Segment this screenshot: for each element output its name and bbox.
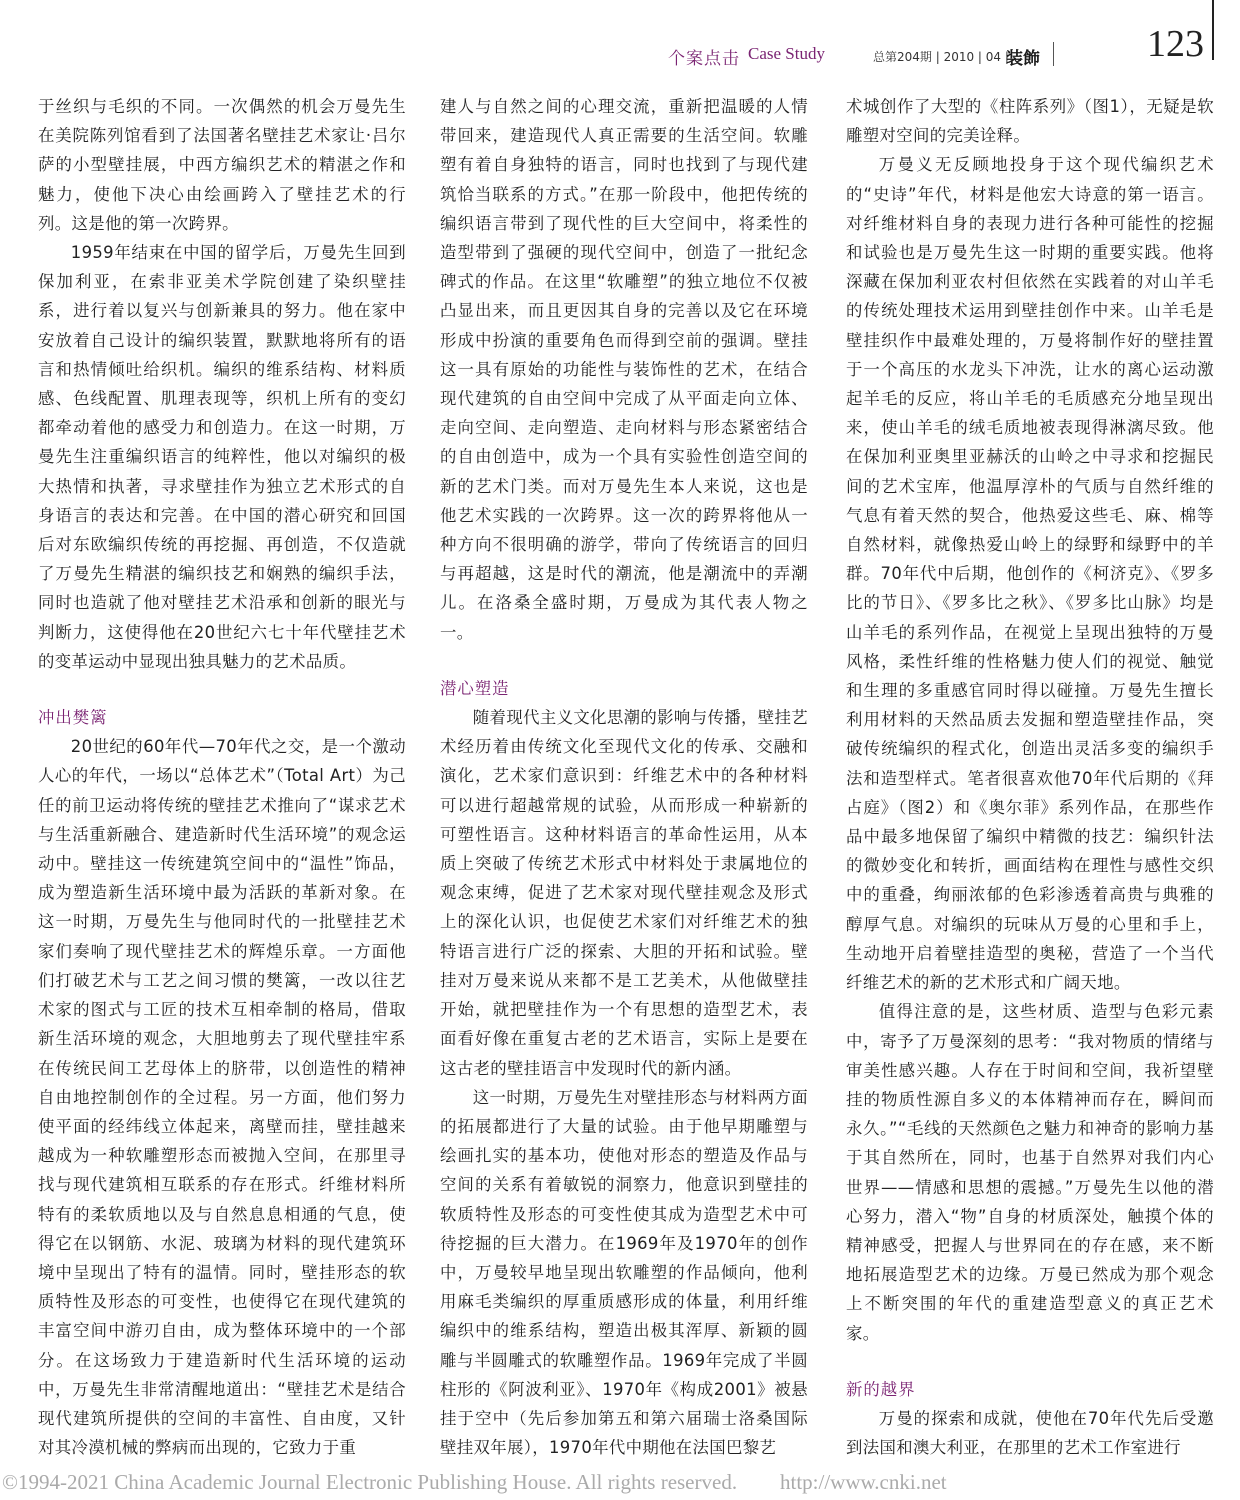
page-header bbox=[0, 0, 1240, 92]
paragraph: 万曼义无反顾地投身于这个现代编织艺术的“史诗”年代，材料是他宏大诗意的第一语言。对纤维材料自身的表现力进行各种可能性的挖掘和试验也是万曼先生这一时期的重要实践。他将深藏在保加利亚农村但依然在实践着的对山羊毛的传统处理技术运用到壁挂创作中来。山羊毛是壁挂织作中最难处理的，万曼将制作好的壁挂置于一个高压的水龙头下冲洗，让水的离心运动激起羊毛的反应，将山羊毛的毛质感充分地呈现出来，使山羊毛的绒毛质地被表现得淋漓尽致。他在保加利亚奥里亚赫沃的山岭之中寻求和挖掘民间的艺术宝库，他温厚淳朴的气质与自然纤维的气息有着天然的契合，他热爱这些毛、麻、棉等自然材料，就像热爱山岭上的绿野和绿野中的羊群。70年代中后期，他创作的《柯济克》、《罗多比的节日》、《罗多比之秋》、《罗多比山脉》均是山羊毛的系列作品，在视觉上呈现出独特的万曼风格，柔性纤维的性格魅力使人们的视觉、触觉和生理的多重感官同时得以碰撞。万曼先生擅长利用材料的天然品质去发掘和塑造壁挂作品，突破传统编织的程式化，创造出灵活多变的编织手法和造型样式。笔者很喜欢他70年代后期的《拜占庭》（图2）和《奥尔菲》系列作品，在那些作品中最多地保留了编织中精微的技艺：编织针法的微妙变化和转折，画面结构在理性与感性交织中的重叠，绚丽浓郁的色彩渗透着高贵与典雅的醇厚气息。对编织的玩味从万曼的心里和手上，生动地开启着壁挂造型的奥秘，营造了一个当代纤维艺术的新的艺术形式和广阔天地。 bbox=[846, 155, 1214, 993]
paragraph: 1959年结束在中国的留学后，万曼先生回到保加利亚，在索非亚美术学院创建了染织壁挂系，进行着以复兴与创新兼具的努力。他在家中安放着自己设计的编织装置，默默地将所有的语言和热情倾吐给织机。编织的维系结构、材料质感、色线配置、肌理表现等，织机上所有的变幻都牵动着他的感受力和创造力。在这一时期，万曼先生注重编织语言的纯粹性，他以对编织的极大热情和执著，寻求壁挂作为独立艺术形式的自身语言的表达和完善。在中国的潜心研究和回国后对东欧编织传统的再挖掘、再创造，不仅造就了万曼先生精湛的编织技艺和娴熟的编织手法，同时也造就了他对壁挂艺术沿承和创新的眼光与判断力，这使得他在20世纪六七十年代壁挂艺术的变革运动中显现出独具魅力的艺术品质。 bbox=[38, 243, 406, 671]
section-heading: 新的越界 bbox=[846, 1379, 916, 1399]
paragraph: 建人与自然之间的心理交流，重新把温暖的人情带回来，建造现代人真正需要的生活空间。软雕塑有着自身独特的语言，同时也找到了与现代建筑恰当联系的方式。”在那一阶段中，他把传统的编织语言带到了现代性的巨大空间中，将柔性的造型带到了强硬的现代空间中，创造了一批纪念碑式的作品。在这里“软雕塑”的独立地位不仅被凸显出来，而且更因其自身的完善以及它在环境形成中扮演的重要角色而得到空前的强调。壁挂这一具有原始的功能性与装饰性的艺术，在结合现代建筑的自由空间中完成了从平面走向立体、走向空间、走向塑造、走向材料与形态紧密结合的自由创造中，成为一个具有实验性创造空间的新的艺术门类。而对万曼先生本人来说，这也是他艺术实践的一次跨界。这一次的跨界将他从一种方向不很明确的游学，带向了传统语言的回归与再超越，这是时代的潮流，他是潮流中的弄潮儿。在洛桑全盛时期，万曼成为其代表人物之一。 bbox=[440, 97, 808, 642]
paragraph: 于丝织与毛织的不同。一次偶然的机会万曼先生在美院陈列馆看到了法国著名壁挂艺术家让·吕尔萨的小型壁挂展，中西方编织艺术的精湛之作和魅力，使他下决心由绘画跨入了壁挂艺术的行列。这是他的第一次跨界。 bbox=[38, 97, 406, 233]
copyright-text: ©1994-2021 China Academic Journal Electronic Publishing House. All rights reserved. bbox=[2, 1470, 738, 1494]
footer-url[interactable]: http://www.cnki.net bbox=[780, 1470, 947, 1494]
text-column-1 bbox=[38, 92, 406, 1460]
paragraph: 20世纪的60年代—70年代之交，是一个激动人心的年代，一场以“总体艺术”（Total Art）为己任的前卫运动将传统的壁挂艺术推向了“谋求艺术与生活重新融合、建造新时代生活环境”的观念运动中。壁挂这一传统建筑空间中的“温性”饰品，成为塑造新生活环境中最为活跃的革新对象。在这一时期，万曼先生与他同时代的一批壁挂艺术家们奏响了现代壁挂艺术的辉煌乐章。一方面他们打破艺术与工艺之间习惯的樊篱，一改以往艺术家的图式与工匠的技术互相牵制的格局，借取新生活环境的观念，大胆地剪去了现代壁挂牢系在传统民间工艺母体上的脐带，以创造性的精神自由地控制创作的全过程。另一方面，他们努力使平面的经纬线立体起来，离壁而挂，壁挂越来越成为一种软雕塑形态而被抛入空间，在那里寻找与现代建筑相互联系的存在形式。纤维材料所特有的柔软质地以及与自然息息相通的气息，使得它在以钢筋、水泥、玻璃为材料的现代建筑环境中呈现出了特有的温情。同时，壁挂形态的软质特性及形态的可变性，也使得它在现代建筑的丰富空间中游刃自由，成为整体环境中的一个部分。在这场致力于建造新时代生活环境的运动中，万曼先生非常清醒地道出：“壁挂艺术是结合现代建筑所提供的空间的丰富性、自由度，又针对其冷漠机械的弊病而出现的，它致力于重 bbox=[38, 737, 406, 1458]
text-column-2 bbox=[440, 92, 808, 1460]
section-heading: 冲出樊篱 bbox=[38, 708, 108, 728]
paragraph: 这一时期，万曼先生对壁挂形态与材料两方面的拓展都进行了大量的试验。由于他早期雕塑与绘画扎实的基本功，使他对形态的塑造及作品与空间的关系有着敏锐的洞察力，他意识到壁挂的软质特性及形态的可变性使其成为造型艺术中可待挖掘的巨大潜力。在1969年及1970年的创作中，万曼较早地呈现出软雕塑的作品倾向，他利用麻毛类编织的厚重质感形成的体量，利用纤维编织中的维系结构，塑造出极其浑厚、新颖的圆雕与半圆雕式的软雕塑作品。1969年完成了半圆柱形的《阿波利亚》、1970年《构成2001》被悬挂于空中（先后参加第五和第六届瑞士洛桑国际壁挂双年展），1970年代中期他在法国巴黎艺 bbox=[440, 1087, 808, 1458]
paragraph: 值得注意的是，这些材质、造型与色彩元素中，寄予了万曼深刻的思考：“我对物质的情绪与审美性感兴趣。人存在于时间和空间，我祈望壁挂的物质性源自多义的本体精神而存在，瞬间而永久。”“毛线的天然颜色之魅力和神奇的影响力基于其自然所在，同时，也基于自然界对我们内心世界——情感和思想的震撼。”万曼先生以他的潜心努力，潜入“物”自身的材质深处，触摸个体的精神感受，把握人与世界同在的存在感，来不断地拓展造型艺术的边缘。万曼已然成为那个观念上不断突围的年代的重建造型意义的真正艺术家。 bbox=[846, 1002, 1214, 1343]
header-divider bbox=[1053, 42, 1054, 66]
page-edge-rule bbox=[1212, 0, 1214, 60]
section-heading: 潜心塑造 bbox=[440, 678, 510, 698]
paragraph: 术城创作了大型的《柱阵系列》（图1），无疑是软雕塑对空间的完美诠释。 bbox=[846, 97, 1214, 146]
text-column-3 bbox=[846, 92, 1214, 1460]
copyright-footer bbox=[0, 1468, 1240, 1500]
page-number: 123 bbox=[1147, 23, 1204, 65]
magazine-logo: 装飾 bbox=[1006, 49, 1040, 69]
section-title-en: Case Study bbox=[748, 44, 825, 63]
section-title-cn: 个案点击 bbox=[668, 49, 740, 69]
paragraph: 万曼的探索和成就，使他在70年代先后受邀到法国和澳大利亚，在那里的艺术工作室进行 bbox=[846, 1408, 1214, 1458]
issue-info: 总第204期 | 2010 | 04 | bbox=[873, 50, 1009, 64]
paragraph: 随着现代主义文化思潮的影响与传播，壁挂艺术经历着由传统文化至现代文化的传承、交融和演化，艺术家们意识到：纤维艺术中的各种材料可以进行超越常规的试验，从而形成一种崭新的可塑性语言。这种材料语言的革命性运用，从本质上突破了传统艺术形式中材料处于隶属地位的观念束缚，促进了艺术家对现代壁挂观念及形式上的深化认识，也促使艺术家们对纤维艺术的独特语言进行广泛的探索、大胆的开拓和试验。壁挂对万曼来说从来都不是工艺美术，从他做壁挂开始，就把壁挂作为一个有思想的造型艺术，表面看好像在重复古老的艺术语言，实际上是要在这古老的壁挂语言中发现时代的新内涵。 bbox=[440, 708, 808, 1078]
